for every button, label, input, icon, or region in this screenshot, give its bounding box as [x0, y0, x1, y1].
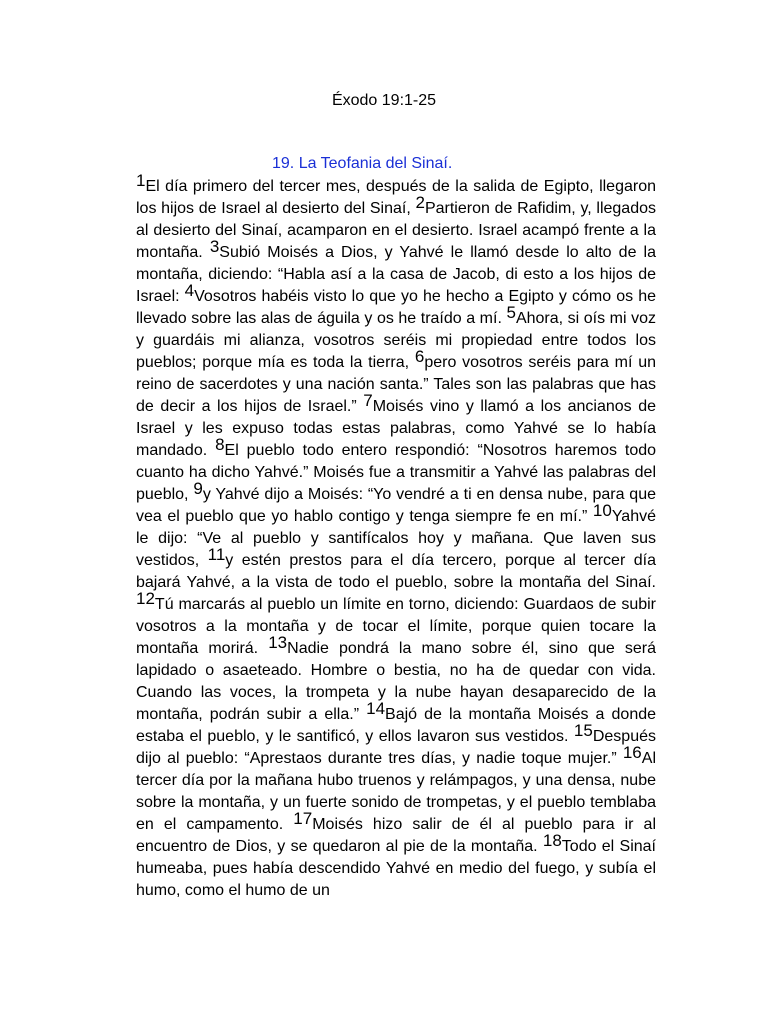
verse-text: Moisés hizo salir de él al pueblo para ir al encuentro de Dios, y se quedaron al pie de la montaña.: [136, 816, 657, 855]
verse-number: 10: [592, 501, 612, 520]
verse-number: 2: [415, 193, 425, 212]
verse-text: Bajó de la montaña Moisés a donde estaba el pueblo, y le santificó, y ellos lavaron sus vestidos.: [136, 706, 657, 745]
section-heading: 19. La Teofania del Sinaí.: [272, 155, 453, 172]
verse-number: 17: [293, 809, 313, 828]
verse-number: 15: [573, 721, 593, 740]
verse-number: 1: [136, 171, 146, 190]
verse-number: 7: [363, 391, 373, 410]
verse-text: Todo el Sinaí humeaba, pues había descendido Yahvé en medio del fuego, y subía el humo, como el humo de un: [136, 838, 656, 899]
verse-text: Tú marcarás al pueblo un límite en torno, diciendo: Guardaos de subir vosotros a la montaña y de tocar el límite, porque quien tocare la montaña morirá.: [136, 596, 656, 657]
verse-number: 8: [215, 435, 225, 454]
verse-number: 4: [184, 281, 195, 300]
verse-text: Partieron de Rafidim, y, llegados al desierto del Sinaí, acamparon en el desierto. Israel acampó frente a la montaña.: [136, 200, 656, 261]
verse-number: 14: [366, 699, 386, 718]
verse-text: y estén prestos para el día tercero, porque al tercer día bajará Yahvé, a la vista de todo el pueblo, sobre la montaña del Sinaí.: [136, 552, 657, 591]
verse-number: 18: [542, 831, 562, 850]
verse-text: Ahora, si oís mi voz y guardáis mi alianza, vosotros seréis mi propiedad entre todos los pueblos; porque mía es toda la tierra,: [136, 310, 656, 371]
verse-number: 11: [207, 545, 226, 564]
page-title: Éxodo 19:1-25: [331, 92, 437, 109]
verse-text: pero vosotros seréis para mí un reino de sacerdotes y una nación santa.” Tales son las palabras que has de decir a los hijos de Israel.”: [136, 354, 656, 415]
verse-text: Después dijo al pueblo: “Aprestaos durante tres días, y nadie toque mujer.”: [136, 728, 656, 767]
verse-text: Yahvé le dijo: “Ve al pueblo y santifícalos hoy y mañana. Que laven sus vestidos,: [136, 508, 656, 569]
verse-number: 13: [268, 633, 288, 652]
verse-number: 16: [622, 743, 642, 762]
verse-number: 3: [209, 237, 220, 256]
verse-text: Vosotros habéis visto lo que yo he hecho a Egipto y cómo os he llevado sobre las alas de águila y os he traído a mí.: [136, 288, 656, 327]
verse-number: 12: [136, 589, 155, 608]
verse-number: 6: [414, 347, 425, 366]
verse-text: Subió Moisés a Dios, y Yahvé le llamó desde lo alto de la montaña, diciendo: “Habla así a la casa de Jacob, di esto a los hijos de Israel:: [136, 244, 657, 305]
verse-text: El pueblo todo entero respondió: “Nosotros haremos todo cuanto ha dicho Yahvé.” Moisés fue a transmitir a Yahvé las palabras del pueblo,: [136, 442, 657, 503]
verse-text: Moisés vino y llamó a los ancianos de Israel y les expuso todas estas palabras, como Yahvé se lo había mandado.: [136, 398, 657, 459]
verse-number: 5: [506, 303, 516, 322]
verse-number: 9: [193, 479, 203, 498]
verse-paragraph: [136, 171, 657, 902]
verse-text: y Yahvé dijo a Moisés: “Yo vendré a ti en densa nube, para que vea el pueblo que yo hablo contigo y tenga siempre fe en mí.”: [136, 486, 656, 525]
verse-text: Al tercer día por la mañana hubo truenos y relámpagos, y una densa, nube sobre la montaña, y un fuerte sonido de trompetas, y el pueblo temblaba en el campamento.: [136, 750, 656, 833]
verse-text: El día primero del tercer mes, después de la salida de Egipto, llegaron los hijos de Israel al desierto del Sinaí,: [136, 178, 656, 217]
verse-text: Nadie pondrá la mano sobre él, sino que será lapidado o asaeteado. Hombre o bestia, no ha de quedar con vida. Cuando las voces, la trompeta y la nube hayan desaparecido de la montaña, podrán subir a ella.”: [136, 640, 656, 723]
